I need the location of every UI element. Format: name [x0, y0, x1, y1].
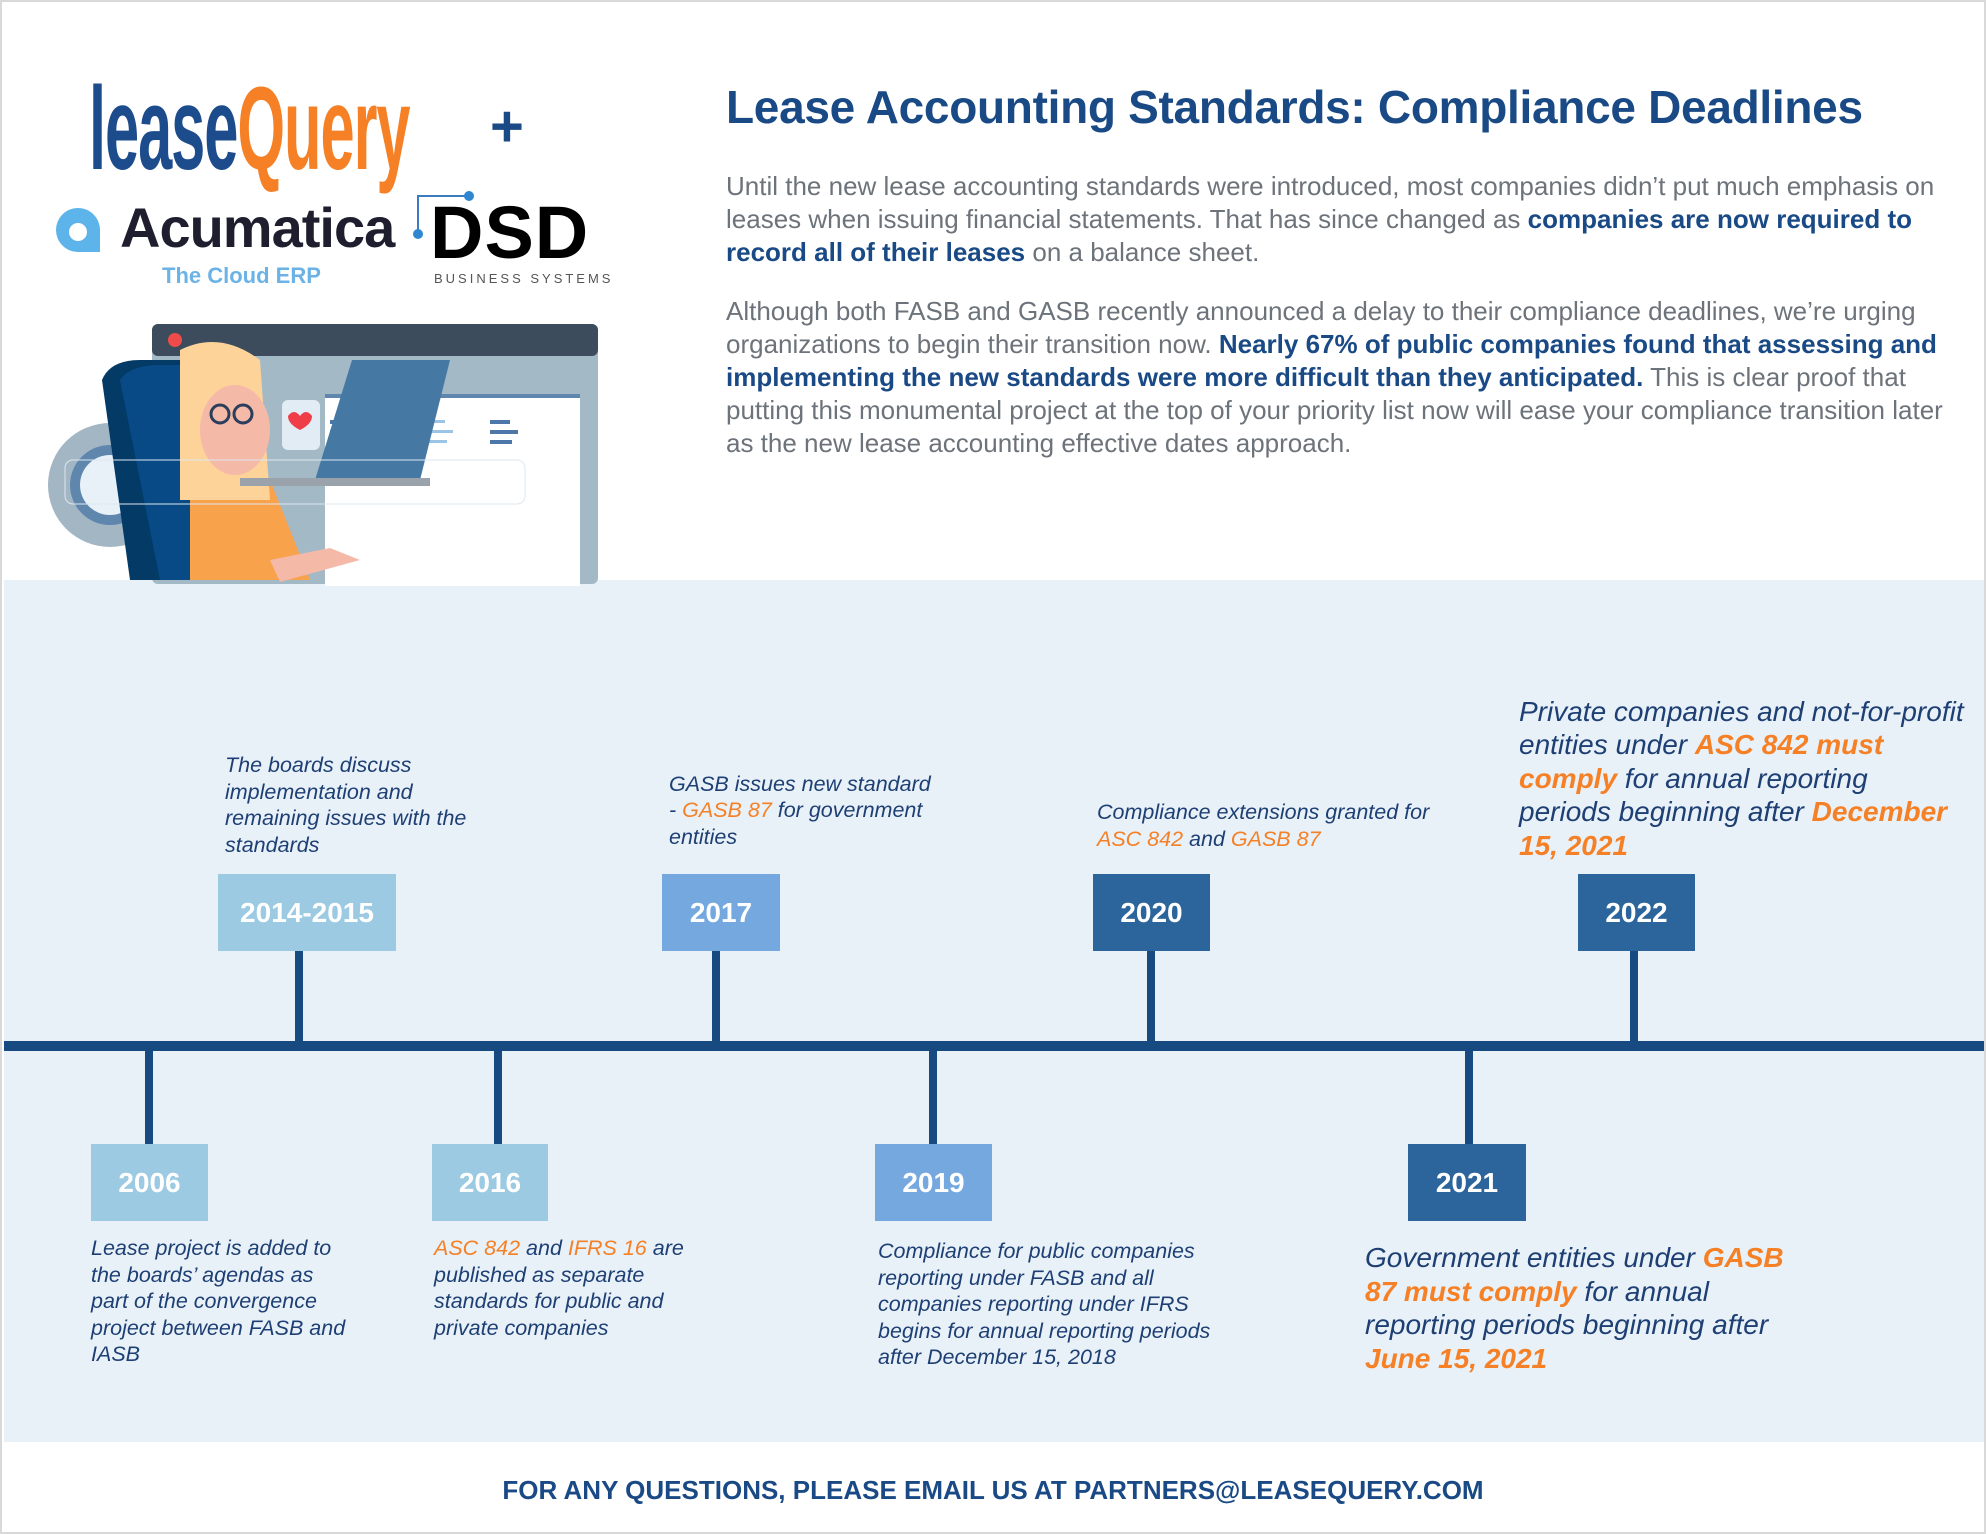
event-caption-2017	[669, 771, 939, 851]
caption-text: for government entities	[669, 798, 923, 849]
year-box-2014-2015: 2014-2015	[218, 874, 396, 951]
dsd-tagline: BUSINESS SYSTEMS	[434, 271, 614, 286]
para2-text-end: This is clear proof that putting this monumental project at the top of your priority list now will ease your compliance transition later as the new lease accounting effective dates approach.	[726, 362, 1943, 458]
caption-text: Compliance extensions granted for	[1097, 800, 1430, 824]
caption-highlight: ASC 842	[434, 1236, 521, 1260]
caption-text: Compliance for public companies reporting under FASB and all companies reporting under IFRS begins for annual reporting periods after December 15, 2018	[878, 1239, 1211, 1369]
timeline-stem	[712, 950, 720, 1042]
intro-paragraph-2	[726, 295, 1966, 460]
acumatica-logo: Acumatica	[120, 196, 395, 259]
woman-at-laptop-illustration	[30, 320, 720, 670]
timeline-axis	[4, 1041, 1984, 1051]
timeline-stem	[295, 950, 303, 1042]
caption-highlight: ASC 842 must comply	[1519, 729, 1884, 794]
caption-text: and	[520, 1236, 568, 1260]
event-caption-2014-2015	[225, 752, 485, 858]
para1-text: Until the new lease accounting standards were introduced, most companies didn’t put much emphasis on leases when issuing financial statements. That has since changed as	[726, 171, 1935, 234]
dsd-logo: DSD	[430, 191, 590, 274]
intro-paragraph-1	[726, 170, 1966, 269]
caption-text: Government entities under	[1365, 1242, 1703, 1273]
para1-text-end: on a balance sheet.	[1025, 237, 1260, 267]
timeline-stem	[1630, 950, 1638, 1042]
timeline-stem	[929, 1050, 937, 1145]
caption-text: Private companies and not-for-profit entities under	[1519, 695, 1964, 760]
caption-text: for annual reporting periods beginning after	[1519, 762, 1868, 827]
caption-text: and	[1183, 826, 1231, 851]
year-box-2022: 2022	[1578, 874, 1695, 951]
year-box-2016: 2016	[432, 1144, 548, 1221]
event-caption-2021	[1365, 1241, 1785, 1375]
caption-highlight: IFRS 16	[567, 1236, 647, 1260]
intro-text	[726, 170, 1966, 460]
acumatica-tagline: The Cloud ERP	[162, 263, 321, 288]
caption-text: GASB issues new standard -	[669, 771, 931, 822]
event-caption-2016	[434, 1235, 694, 1341]
caption-text: for annual reporting periods beginning after	[1365, 1275, 1769, 1340]
year-box-2019: 2019	[875, 1144, 992, 1221]
event-caption-2006	[91, 1235, 351, 1368]
plus-icon: +	[490, 94, 524, 159]
leasequery-logo	[89, 63, 410, 195]
year-box-2020: 2020	[1093, 874, 1210, 951]
acumatica-icon	[54, 206, 102, 254]
contact-footer: FOR ANY QUESTIONS, PLEASE EMAIL US AT PARTNERS@LEASEQUERY.COM	[502, 1475, 1484, 1505]
para1-highlight: companies are now required to record all of their leases	[726, 204, 1912, 267]
event-caption-2020	[1097, 799, 1447, 852]
caption-text: The boards discuss implementation and remaining issues with the standards	[225, 753, 467, 857]
logo-text-lease: lease	[89, 63, 238, 195]
caption-text: Lease project is added to the boards’ agendas as part of the convergence project between FASB and IASB	[91, 1236, 346, 1366]
timeline-stem	[494, 1050, 502, 1145]
caption-highlight: December 15, 2021	[1519, 796, 1948, 861]
page-title: Lease Accounting Standards: Compliance Deadlines	[726, 81, 1863, 133]
caption-highlight: GASB 87 must comply	[1365, 1242, 1784, 1307]
caption-highlight: GASB 87	[1230, 826, 1321, 851]
timeline-stem	[145, 1050, 153, 1145]
caption-text: are published as separate standards for public and private companies	[434, 1236, 684, 1340]
caption-highlight: ASC 842	[1097, 826, 1184, 851]
caption-highlight: June 15, 2021	[1365, 1342, 1548, 1374]
event-caption-2022	[1519, 695, 1964, 863]
logo-text-query: Query	[237, 63, 410, 195]
timeline-stem	[1147, 950, 1155, 1042]
year-box-2006: 2006	[91, 1144, 208, 1221]
year-box-2021: 2021	[1408, 1144, 1526, 1221]
caption-highlight: GASB 87	[682, 798, 772, 822]
para2-highlight: Nearly 67% of public companies found that assessing and implementing the new standards were more difficult than they anticipated.	[726, 329, 1937, 392]
timeline-stem	[1465, 1050, 1473, 1145]
para2-text: Although both FASB and GASB recently announced a delay to their compliance deadlines, we’re urging organizations to begin their transition now.	[726, 296, 1916, 359]
event-caption-2019	[878, 1238, 1228, 1371]
year-box-2017: 2017	[662, 874, 780, 951]
